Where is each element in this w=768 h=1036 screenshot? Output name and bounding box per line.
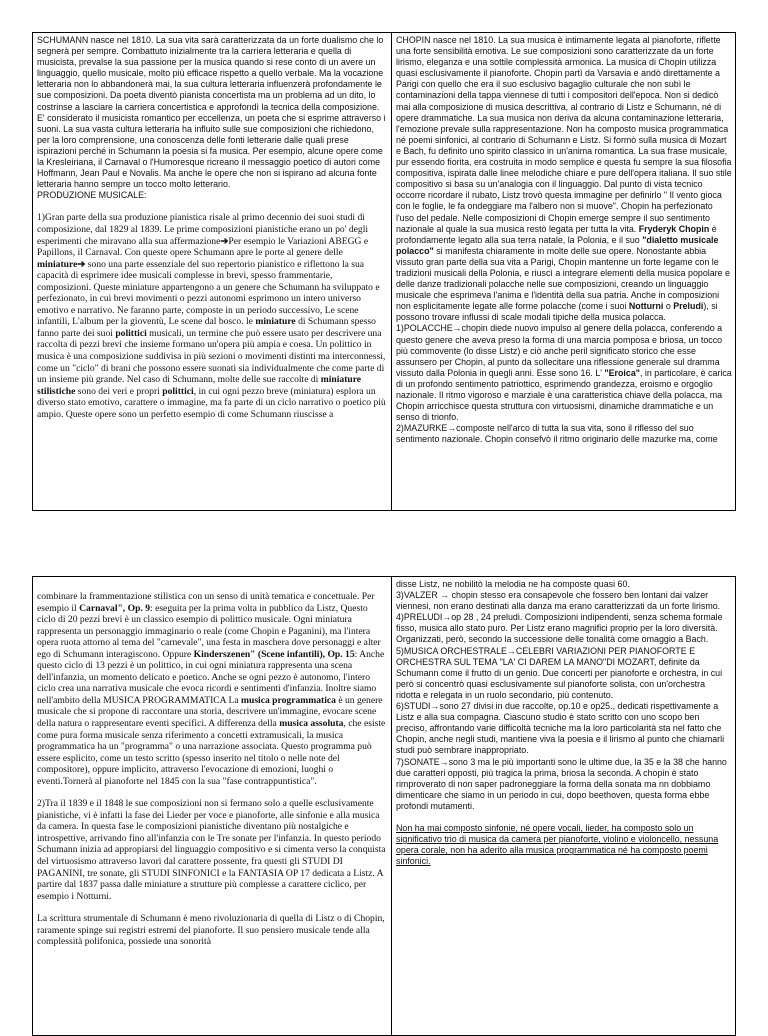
arrow-icon: → (506, 645, 516, 656)
schumann-paragraph-2: 2)Tra il 1839 e il 1848 le sue composizioni non si fermano solo a quelle esclusivamente pianistiche, vi è infatti la fase dei Lieder per voce e pianoforte, alle sinfonie e alla musica da camera. In questa fase le composizioni pianistiche diventano più nostalgiche e introspettive, arrivando fino all'infanzia con le Tre sonate per l'infanzia. In questo periodo Schumann inizia ad appropiarsi del linguaggio compositivo e si cimenta verso la conquista del virtuosismo attraverso lavori dal carattere possente, fra questi gli STUDI DI PAGANINI, tre sonate, gli STUDI SINFONICI e la FANTASIA OP 17 dedicata a Listz. A partire dal 1837 passa dalle miniature a strutture più complesse a carattere ciclico, per esempio i Notturni. (37, 798, 386, 902)
chopin-closing-note: Non ha mai composto sinfonie, né opere vocali, lieder, ha composto solo un significativo trio di musica da camera per pianoforte, violino e violoncello, nessuna opera corale, non ha aderito alla musica programmatica né ha composto poemi sinfonici. (396, 822, 719, 867)
arrow-icon: → (430, 701, 440, 712)
schumann-paragraph-3: La scrittura strumentale di Schumann è meno rivoluzionaria di quella di Listz o di Chopin, raramente spinge sui registri estremi del pianoforte. Il suo pensiero musicale tende alla complessità polifonica, possiede una sonorità (37, 913, 385, 948)
schumann-column (33, 33, 392, 511)
valzer-item: 3)VALZER → chopin stesso era consapevole che fossero ben lontani dai valzer viennesi, non erano destinati alla danza ma erano caratterizzati da un forte lirismo. (396, 590, 721, 612)
arrow-icon: → (439, 756, 449, 767)
polacche-item: 1)POLACCHE→chopin diede nuovo impulso al genere della polacca, conferendo a questo genere che aveva preso la forma di una marcia pomposa e briosa, un tocco più commovente (lo disse Listz) e ciò anche peril significato storico che esse assunsero per Chopin, al punto da sollecitare una riflessione generale sul dramma vissuto dalla Polonia in quegli anni. Esse sono 16. L' "Eroica", in particolare, è carica di un profondo sentimento patriottico, esprimendo grandezza, eroismo e orgoglio nazionale. Il ritmo vigoroso e marziale è una caratteristica chiave della polacca, ma Chopin arricchisce questa struttura con virtuosismi, dinamiche drammatiche e un senso di trionfo. (396, 323, 732, 423)
studi-item: 6)STUDI→sono 27 divisi in due raccolte, op.10 e op25., dedicati rispettivamente a Listz e alla sua compagna. Ciascuno studio è stato scritto con uno scopo ben preciso, affrontando varie difficoltà tecniche ma la loro particolarità sta nel fatto che Chopin, anche negli studi, mantiene viva la poesia e il lirismo al punto che chiamarli studi può sembrare inappropriato. (396, 701, 725, 756)
chopin-intro: CHOPIN nasce nel 1810. La sua musica è intimamente legata al pianoforte, riflette una forte sensibilità emotiva. Le sue composizioni sono caratterizzate da un forte lirismo, eleganza e una sottile complessità armonica. La musica di Chopin utilizza quasi esclusivamente il pianoforte. Chopin partì da Varsavia e andò direttamente a Parigi con quello che era il suo esclusivo bagaglio culturale che non subì le contaminazioni della tappa viennese di tutti i compositori dell'epoca. Non si dedicò mai alla composizione di musica descrittiva, al contrario di Listz e Schumann, né di opere drammatiche. La sua musica non deriva da alcuna contaminazione letteraria, l'emozione prevale sulla rappresentazione. Non ha composto musica programmatica né poemi sinfonici, al contrario di Schumann e Listz. Si formò sulla musica di Mozart e Bach, fu definito uno spirito classico in un'anima romantica. La sua frase musicale, pur essendo fiorita, era costruita in modo semplice e questa fu sempre la sua filosofia compositiva, ispirata dalle linee melodiche chiare e pure dell'opera italiana. Il suo stile compositivo si basa su un'analogia con il linguaggio. Dal punto di vista tecnico occorre ricordare il rubato, Listz trovò questa immagine per definirlo " Il vento gioca con le foglie, le fa ondeggiare ma l'albero non si muove". Chopin ha perfezionato l'uso del pedale. Nelle composizioni di Chopin emerge sempre il suo sentimento nazionale al quale la sua musica restò legata per tutta la vita. Fryderyk Chopin è profondamente legato alla sua terra natale, la Polonia, e il suo "dialetto musicale polacco" si manifesta chiaramente in molte delle sue opere. Nonostante abbia vissuto gran parte della sua vita a Parigi, Chopin mantenne un forte legame con le tradizioni musicali della Polonia, e riuscì a integrare elementi della musica popolare e delle danze tradizionali polacche nelle sue composizioni, creando un linguaggio musicale che esprimeva l'anima e l'identità della sua patria. Anche in composizioni non esplicitamente legate alle forme polacche (come i suoi Notturni o Preludi), si possono trovare influssi di scale modali tipiche della musica polacca. (396, 35, 732, 323)
sonate-item: 7)SONATE→sono 3 ma le più importanti sono le ultime due, la 35 e la 38 che hanno due caratteri opposti, più tragica la prima, briosa la seconda. A chopin è stato rimproverato di non saper padroneggiare la forma della sonata ma nn dobbiamo dimenticare che siamo in un periodo in cui, dopo beethoven, questa forma ebbe profondi mutamenti. (396, 756, 727, 811)
chopin-column-continued (392, 577, 736, 1036)
chopin-column (392, 33, 736, 511)
schumann-column-continued (33, 577, 392, 1036)
arrow-icon: → (452, 323, 462, 334)
page-2-table (32, 576, 736, 1036)
schumann-paragraph-1: 1)Gran parte della sua produzione pianistica risale al primo decennio dei suoi studi di composizione, dal 1829 al 1839. Le prime composizioni pianistiche erano un po' degli esperimenti che miravano alla sua affermazione➔Per esempio le Variazioni ABEGG e Papillons, il Carnaval. Con queste opere Schumann apre le porte al genere delle miniature➔ sono una parte essenziale del suo repertorio pianistico e riflettono la sua capacità di esprimere idee musicali complesse in brevi, spesso frammentarie, composizioni. Queste miniature appartengono a un genere che Schumann ha sviluppato e perfezionato, in cui brevi movimenti o pezzi autonomi esprimono un intero universo emotivo e narrativo. Ne faranno parte, composte in un periodo successivo, Le scene infantili, L'album per la gioventù, Le scene dal bosco. le miniature di Schumann spesso fanno parte dei suoi polittici musicali, un termine che può essere usato per descrivere una raccolta di pezzi brevi che insieme formano un'opera più ampia e coesa. Un polittico in musica è una composizione suddivisa in più sezioni o movimenti distinti ma interconnessi, come un "ciclo" di brani che possono essere suonati sia individualmente che come parte di un insieme più grande. Nel caso di Schumann, molte delle sue raccolte di miniature stilistiche sono dei veri e propri polittici, in cui ogni pezzo breve (miniatura) esplora un diverso stato emotivo, carattere o immagine, ma fa parte di un ciclo narrativo o poetico più ampio. Queste opere sono un perfetto esempio di come Schumann riuscisse a (37, 212, 386, 420)
arrow-icon: → (447, 423, 457, 434)
schumann-intro: SCHUMANN nasce nel 1810. La sua vita sarà caratterizzata da un forte dualismo che lo segnerà per sempre. Combattuto inizialmente tra la carriera letteraria e quella di musicista, prevalse la sua passione per la musica quando si rese conto di un avere un linguaggio, quello musicale, molto più efficace rispetto a quello verbale. Ma la vocazione letteraria non lo abbandonerà mai, la sua cultura letteraria influenzerà profondamente le sue composizioni. Da poeta diventò pianista concertista ma un problema ad un dito, lo costrinse a lasciare la carriera concertistica e approfondì la tecnica della composizione. E' considerato il musicista romantico per eccellenza, un poeta che si esprime attraverso i suoni. La sua vasta cultura letteraria ha influito sulle sue composizioni che richiedono, per la loro comprensione, una conoscenza delle fonti letterarie dalle quali prese ispirazioni perché in Schumann la poesia si fa musica. Per esempio, alcune opere come la Kresleiriana, il Carnaval o l'Humoresque ricreano il messaggio poetico di autori come Hoffmann, Jean Paul e Novalis. Ma anche le opere che non si ispirano ad alcuna fonte letteraria hanno sempre un tocco molto letterario. (37, 35, 386, 190)
arrow-icon: → (440, 590, 450, 601)
arrow-icon: ➔ (77, 258, 86, 270)
orchestral-item: 5)MUSICA ORCHESTRALE→CELEBRI VARIAZIONI PER PIANOFORTE E ORCHESTRA SUL TEMA "LA' CI DAREM LA MANO"DI MOZART, definite da Schumann come il frutto di un genio. Due concerti per pianoforte e orchestra, in cui però si concentrò quasi esclusivamente sul pianoforte solista, con un'orchestra ridotta e relegata in un ruolo secondario, più contenuto. (396, 645, 723, 700)
mazurke-continued: disse Listz, ne nobilitò la melodia ne ha composte quasi 60. (396, 579, 630, 589)
arrow-icon: ➔ (220, 235, 229, 247)
arrow-icon: → (442, 612, 452, 623)
mazurke-item: 2)MAZURKE→composte nell'arco di tutta la sua vita, sono il riflesso del suo sentimento nazionale. Chopin consefvò il ritmo originario delle mazurke ma, come (396, 423, 718, 445)
schumann-paragraph-1-continued: combinare la frammentazione stilistica con un senso di unità tematica e concettuale. Per esempio il Carnaval", Op. 9: eseguita per la prima volta in pubblico da Listz, Questo ciclo di 20 pezzi brevi è un classico esempio di polittico musicale. Ogni miniatura rappresenta un personaggio immaginario o reale (come Chopin e Paganini), ma l'intera opera ruota attorno al tema del "carnevale", una festa in maschera dove personaggi e alter ego di Schumann interagiscono. Oppure Kinderszenen" (Scene infantili), Op. 15: Anche questo ciclo di 13 pezzi è un polittico, in cui ogni miniatura rappresenta una scena dell'infanzia, un momento delicato e poetico. Anche se ogni pezzo è autonomo, l'intero ciclo crea una narrativa musicale che evoca ricordi e sentimenti d'infanzia. Inoltre siamo nell'ambito della MUSICA PROGRAMMATICA La musica programmatica è un genere musicale che si propone di raccontare una storia, descrivere un'immagine, evocare scene della natura o rappresentare eventi specifici. A differenza della musica assoluta, che esiste come pura forma musicale senza riferimento a concetti extramusicali, la musica programmatica ha un "programma" o una narrazione associata. Questo programma può essere esplicito, come un testo scritto (spesso inserito nel titolo o nelle note del compositore), oppure implicito, attraverso l'evocazione di emozioni, luoghi o eventi.Tornerà al pianoforte nel 1845 con la sua "fase contrappuntistica". (37, 591, 386, 787)
page-1-table (32, 32, 736, 511)
production-heading: PRODUZIONE MUSICALE: (37, 190, 147, 201)
preludi-item: 4)PRELUDI→op 28 , 24 preludi. Composizioni indipendenti, senza schema formale fisso, musica allo stato puro. Per Listz erano magnifici proprio per la loro diversità. Organizzati, però, secondo la successione delle tonalità come omaggio a Bach. (396, 612, 723, 645)
